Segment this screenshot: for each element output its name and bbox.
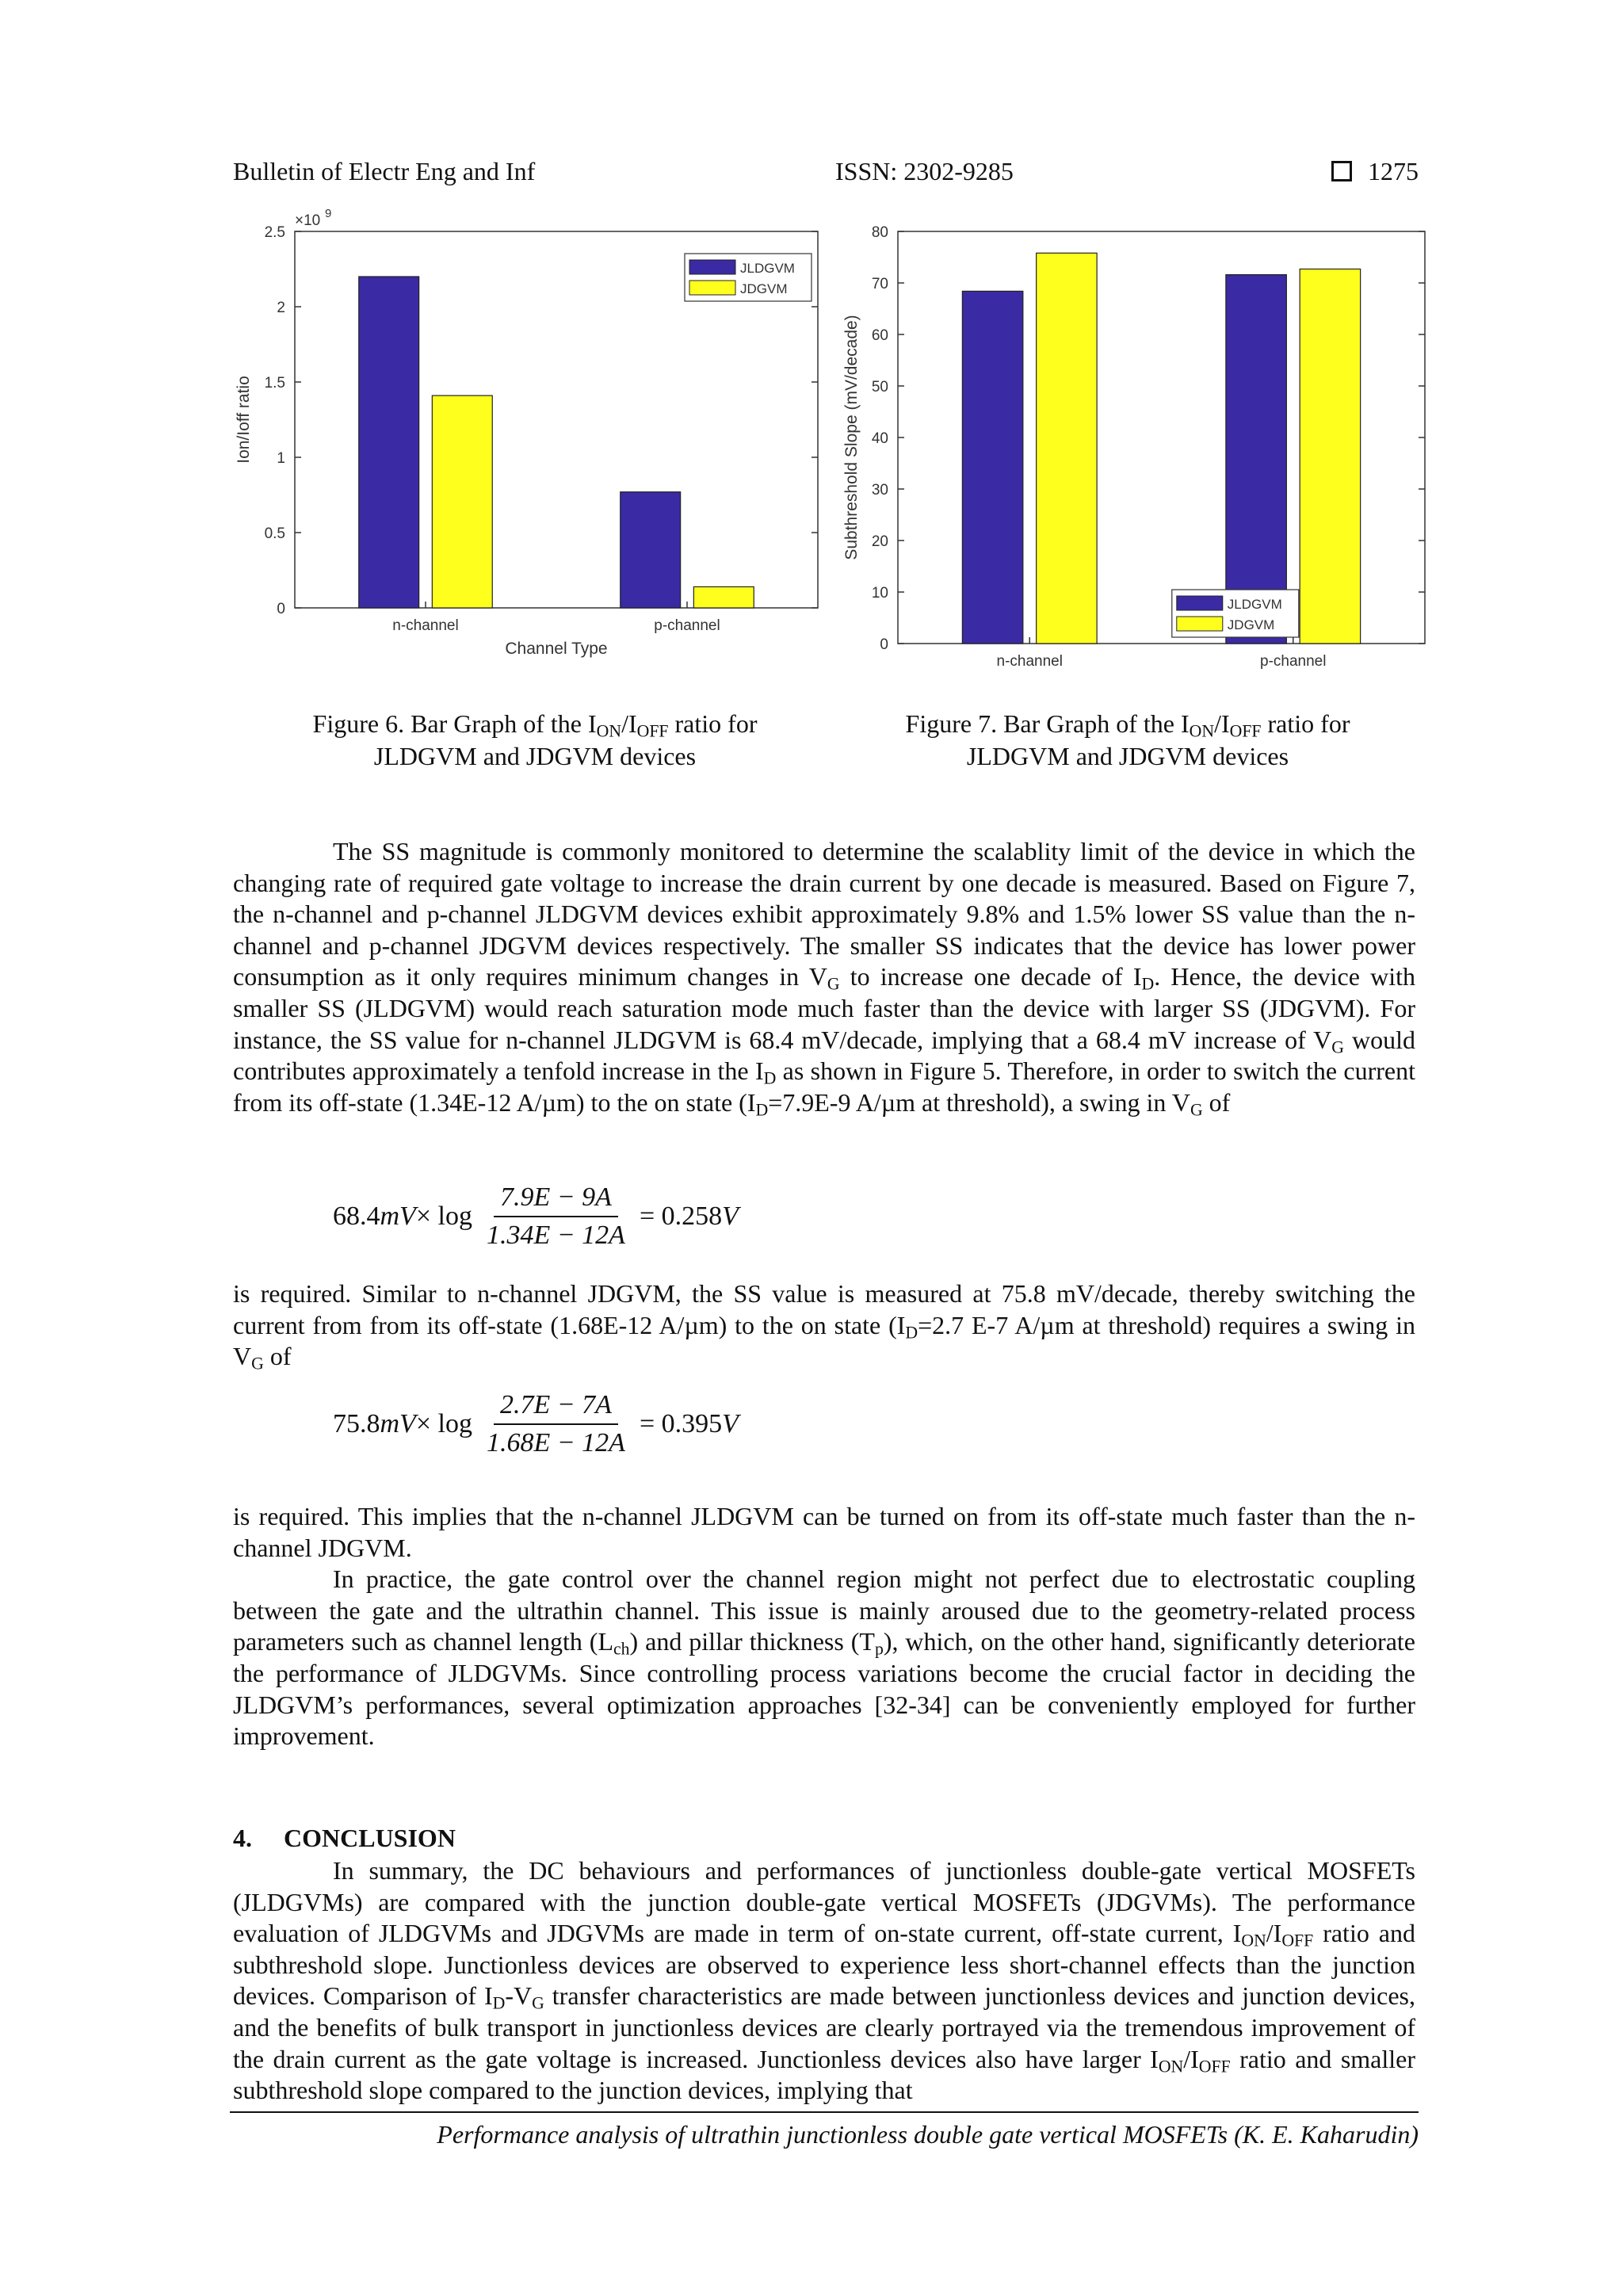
legend-swatch: [689, 260, 735, 274]
eq-text: = 0.395: [639, 1409, 723, 1438]
y-tick-label: 50: [871, 379, 888, 395]
y-tick-label: 80: [871, 224, 888, 241]
page-number: 1275: [1368, 157, 1419, 185]
legend-label: JDGVM: [740, 281, 788, 296]
equation-1: [333, 1173, 739, 1260]
issn: ISSN: 2302-9285: [835, 157, 1014, 185]
figure7-svg: [836, 214, 1438, 682]
bar: [432, 395, 492, 608]
bar: [1037, 253, 1097, 644]
y-tick-label: 0.5: [264, 525, 285, 542]
footer-rule: [230, 2111, 1419, 2113]
x-tick-label: n-channel: [996, 653, 1063, 670]
eq-text: 68.4: [333, 1201, 380, 1231]
paragraph-ss: The SS magnitude is commonly monitored to determine the scalablity limit of the device in which the changing rate of required gate voltage to increase the drain current by one decade is measured. Based on Figure 7, the n-channel and p-channel JLDGVM devices exhibit approximately 9.8% and 1.5% lower SS value than the n-channel and p-channel JDGVM devices respectively. The smaller SS indicates that the device has lower power consumption as it only requires minimum changes in $V_G$ to increase one decade of $I_D$. Hence, the device with smaller SS (JLDGVM) would reach saturation mode much faster than the device with larger SS (JDGVM). For instance, the SS value for n-channel JLDGVM is 68.4 mV/decade, implying that a 68.4 mV increase of $V_G$ would contributes approximately a tenfold increase in the $I_D$ as shown in Figure 5. Therefore, in order to switch the current from its off-state (1.34E-12 A/µm) to the on state ($I_D=7.9E-9$ A/µm at threshold), a swing in $V_G$ of: [233, 837, 1416, 1120]
y-tick-label: 70: [871, 276, 888, 292]
y-multiplier: ×10: [295, 212, 321, 229]
paragraph-jdgvm: is required. Similar to n-channel JDGVM, the SS value is measured at 75.8 mV/decade, thereby switching the current from from its off-state (1.68E-12 A/µm) to the on state ($I_D=2.7$ E-7 A/µm at threshold) requires a swing in $V_G$ of: [233, 1279, 1416, 1373]
eq-fraction: [480, 1182, 632, 1251]
bar: [1226, 275, 1286, 644]
eq-text: × log: [415, 1201, 472, 1231]
figure6-caption: [250, 708, 820, 773]
x-tick-label: p-channel: [654, 617, 720, 634]
paragraph-conclusion-ss: is required. This implies that the n-channel JLDGVM can be turned on from its off-state much faster than the n-channel JDGVM. In practice, the gate control over the channel region might not perfect due to electrostatic coupling between the gate and the ultrathin channel. This issue is mainly aroused due to the geometry-related process parameters such as channel length $(L_{ch})$ and pillar thickness $(T_p)$, which, on the other hand, significantly deteriorate the performance of JLDGVMs. Since controlling process variations become the crucial factor in deciding the JLDGVM’s performances, several optimization approaches [32-34] can be conveniently employed for further improvement.: [233, 1502, 1416, 1751]
eq-numerator: 7.9E − 9A: [494, 1182, 618, 1217]
bar: [1300, 269, 1360, 644]
caption-text: ratio for: [668, 709, 758, 738]
y-tick-label: 2.5: [264, 224, 285, 241]
section-number: 4.: [233, 1824, 252, 1852]
x-axis-label: Channel Type: [505, 640, 608, 658]
y-tick-label: 10: [871, 585, 888, 602]
caption-text: Figure 6. Bar Graph of the I: [312, 709, 597, 738]
x-tick-label: n-channel: [392, 617, 459, 634]
caption-sub: OFF: [1229, 721, 1262, 741]
caption-text: JLDGVM and JDGVM devices: [373, 742, 697, 770]
caption-sub: ON: [596, 721, 622, 741]
page-number-block: [1331, 155, 1419, 187]
x-tick-label: p-channel: [1260, 653, 1327, 670]
legend-swatch: [689, 281, 735, 295]
eq-fraction: [480, 1390, 632, 1458]
y-tick-label: 40: [871, 430, 888, 447]
caption-text: Figure 7. Bar Graph of the I: [905, 709, 1190, 738]
eq-text: 75.8: [333, 1409, 380, 1438]
eq-text: mV: [380, 1201, 416, 1231]
y-tick-label: 30: [871, 482, 888, 499]
y-multiplier-exponent: 9: [325, 207, 332, 220]
figure7-bar-chart: [836, 214, 1438, 682]
figure6-svg: [230, 207, 832, 682]
legend-label: JLDGVM: [1227, 597, 1282, 612]
y-tick-label: 1: [277, 450, 285, 467]
eq-text: V: [722, 1409, 739, 1438]
running-footer: Performance analysis of ultrathin junctionless double gate vertical MOSFETs (K. E. Kaharudin): [437, 2120, 1419, 2149]
section-title: CONCLUSION: [284, 1824, 456, 1852]
eq-text: mV: [380, 1409, 416, 1438]
equation-2: [333, 1381, 739, 1468]
figure7-caption: [842, 708, 1413, 773]
legend-swatch: [1177, 596, 1223, 610]
caption-sub: ON: [1189, 721, 1215, 741]
bar: [621, 492, 681, 608]
legend-label: JLDGVM: [740, 261, 795, 276]
checkbox-square-icon: [1331, 161, 1352, 181]
caption-text: /I: [621, 709, 637, 738]
bar: [962, 291, 1022, 644]
y-tick-label: 20: [871, 533, 888, 550]
eq-denominator: 1.34E − 12A: [486, 1221, 625, 1250]
legend-label: JDGVM: [1227, 617, 1275, 632]
eq-denominator: 1.68E − 12A: [486, 1428, 625, 1457]
caption-sub: OFF: [636, 721, 669, 741]
caption-text: /I: [1214, 709, 1230, 738]
caption-text: ratio for: [1261, 709, 1350, 738]
y-tick-label: 0: [277, 601, 285, 617]
eq-numerator: 2.7E − 7A: [494, 1390, 618, 1425]
paragraph-conclusion: In summary, the DC behaviours and performances of junctionless double-gate vertical MOSFETs (JLDGVMs) are compared with the junction double-gate vertical MOSFETs (JDGVMs). The performance evaluation of JLDGVMs and JDGVMs are made in term of on-state current, off-state current, $I_{ON}/I_{OFF}$ ratio and subthreshold slope. Junctionless devices are observed to experience less short-channel effects than the junction devices. Comparison of $I_D-V_G$ transfer characteristics are made between junctionless devices and junction devices, and the benefits of bulk transport in junctionless devices are clearly portrayed via the tremendous improvement of the drain current as the gate voltage is increased. Junctionless devices also have larger $I_{ON}/I_{OFF}$ ratio and smaller subthreshold slope compared to the junction devices, implying that: [233, 1856, 1416, 2105]
caption-text: JLDGVM and JDGVM devices: [966, 742, 1289, 770]
y-axis-label: Ion/Ioff ratio: [235, 376, 253, 464]
y-tick-label: 2: [277, 300, 285, 316]
eq-text: V: [722, 1201, 739, 1231]
bar: [359, 277, 419, 608]
figure6-bar-chart: [230, 207, 832, 682]
y-tick-label: 0: [880, 636, 888, 653]
y-axis-label: Subthreshold Slope (mV/decade): [842, 315, 861, 560]
eq-text: = 0.258: [639, 1201, 723, 1231]
journal-name: Bulletin of Electr Eng and Inf: [233, 157, 536, 185]
y-tick-label: 1.5: [264, 375, 285, 392]
legend-swatch: [1177, 617, 1223, 631]
y-tick-label: 60: [871, 327, 888, 344]
bar: [693, 586, 754, 608]
section-heading: [233, 1824, 456, 1853]
eq-text: × log: [415, 1409, 472, 1438]
